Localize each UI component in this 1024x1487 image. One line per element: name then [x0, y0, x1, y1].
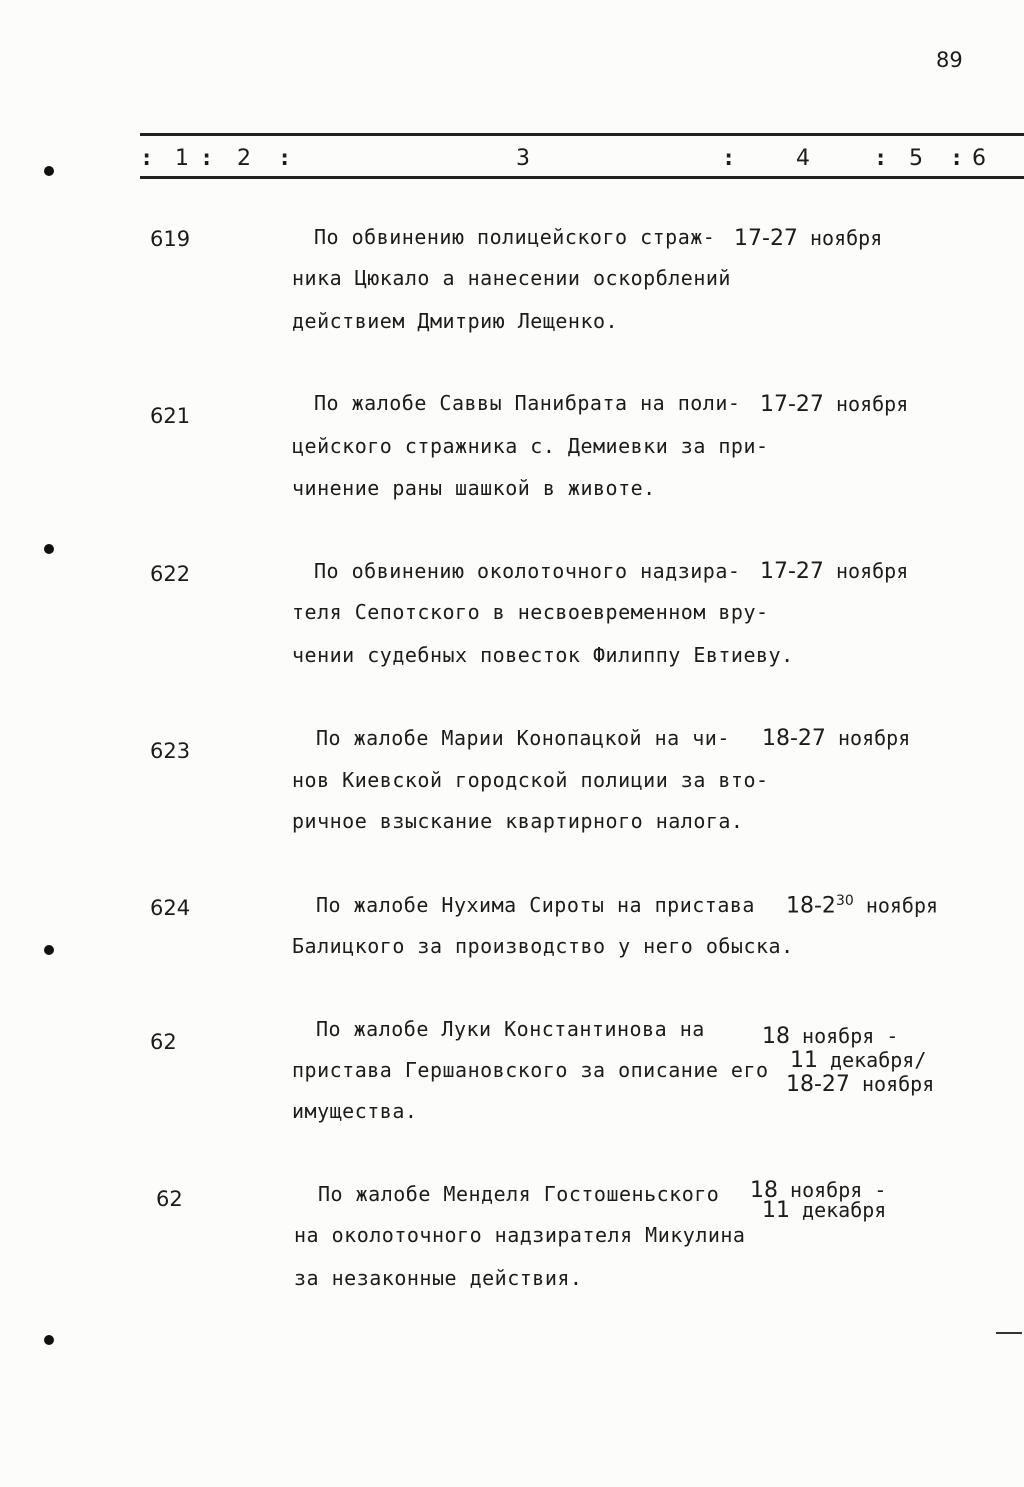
entry-dates: [762, 1024, 898, 1049]
date-digits: 18-27: [762, 726, 826, 751]
entry-number: 621: [150, 404, 191, 428]
date-digits: 11: [762, 1198, 790, 1223]
entry-dates: [786, 1072, 934, 1097]
entry-dates: [786, 893, 938, 919]
column-separator: :: [278, 146, 292, 171]
entry-text-line: нов Киевской городской полиции за вто-: [292, 768, 769, 792]
entry-text-line: на околоточного надзирателя Микулина: [294, 1223, 746, 1247]
punch-hole-mark: [44, 945, 54, 955]
date-digits: 18-27: [786, 1072, 850, 1097]
punch-hole-mark: [44, 1335, 54, 1345]
punch-hole-mark: [44, 166, 54, 176]
date-month: декабря/: [830, 1048, 927, 1072]
date-digits: 17: [734, 226, 762, 251]
date-digits: 18: [762, 1024, 790, 1049]
entry-dates: [760, 392, 908, 417]
entry-number: 619: [150, 227, 191, 251]
date-month: ноября: [835, 392, 909, 416]
column-separator: :: [200, 146, 214, 171]
entry-text-line: Балицкого за производство у него обыска.: [292, 934, 794, 958]
entry-text-line: теля Сепотского в несвоевременном вру-: [292, 600, 769, 624]
column-header-3: 3: [516, 146, 530, 171]
column-separator: :: [874, 146, 888, 171]
date-month: ноября: [835, 559, 909, 583]
entry-text-line: По обвинению полицейского страж-: [314, 225, 716, 249]
entry-text-line: ричное взыскание квартирного налога.: [292, 809, 744, 833]
date-digits: 17-27: [760, 392, 824, 417]
entry-text-line: имущества.: [292, 1099, 418, 1123]
page-number: 89: [936, 48, 963, 72]
entry-dates: [762, 726, 910, 751]
entry-text-line: По обвинению околоточного надзира-: [314, 559, 741, 583]
date-month: ноября -: [790, 1178, 887, 1202]
column-header-1: 1: [175, 146, 189, 171]
entry-text-line: действием Дмитрию Лещенко.: [292, 309, 619, 333]
date-digits: 11: [790, 1048, 818, 1073]
date-digits: -27: [762, 226, 798, 251]
entry-text-line: за незаконные действия.: [294, 1266, 583, 1290]
entry-text-line: По жалобе Нухима Сироты на пристава: [316, 893, 755, 917]
column-header-6: 6: [972, 146, 986, 171]
column-header-2: 2: [237, 146, 251, 171]
column-separator: :: [722, 146, 736, 171]
entry-text-line: По жалобе Марии Конопацкой на чи-: [316, 726, 730, 750]
date-month: ноября: [861, 1072, 935, 1096]
header-top-rule: [140, 133, 1024, 136]
date-digits: 18-2: [786, 893, 836, 919]
entry-number: 624: [150, 896, 191, 920]
column-header-5: 5: [909, 146, 923, 171]
entry-number: 622: [150, 562, 191, 586]
margin-mark: [996, 1332, 1022, 1334]
date-month: ноября: [809, 226, 883, 250]
date-month: декабря: [802, 1198, 887, 1222]
entry-number: 62: [150, 1030, 177, 1054]
entry-text-line: чинение раны шашкой в животе.: [292, 476, 656, 500]
entry-dates: [760, 559, 908, 584]
entry-text-line: По жалобе Саввы Панибрата на поли-: [314, 391, 741, 415]
entry-text-line: По жалобе Менделя Гостошеньского: [318, 1182, 720, 1206]
date-month: ноября: [837, 726, 911, 750]
entry-dates: [790, 1048, 926, 1073]
entry-text-line: чении судебных повесток Филиппу Евтиеву.: [292, 643, 794, 667]
entry-number: 623: [150, 739, 191, 763]
entry-dates: [762, 1198, 886, 1223]
date-correction: 30: [835, 893, 854, 909]
entry-dates: [734, 226, 882, 251]
column-header-4: 4: [796, 146, 810, 171]
column-separator: :: [140, 146, 154, 171]
entry-number: 62: [156, 1187, 183, 1211]
entry-text-line: пристава Гершановского за описание его: [292, 1058, 769, 1082]
date-digits: 18: [750, 1178, 778, 1203]
date-month: ноября: [865, 893, 939, 918]
entry-text-line: По жалобе Луки Константинова на: [316, 1017, 705, 1041]
entry-text-line: ника Цюкало а нанесении оскорблений: [292, 266, 731, 290]
header-bottom-rule: [140, 176, 1024, 179]
column-separator: :: [950, 146, 964, 171]
entry-text-line: цейского стражника с. Демиевки за при-: [292, 434, 769, 458]
punch-hole-mark: [44, 544, 54, 554]
date-digits: 17-27: [760, 559, 824, 584]
date-month: ноября -: [802, 1024, 899, 1048]
